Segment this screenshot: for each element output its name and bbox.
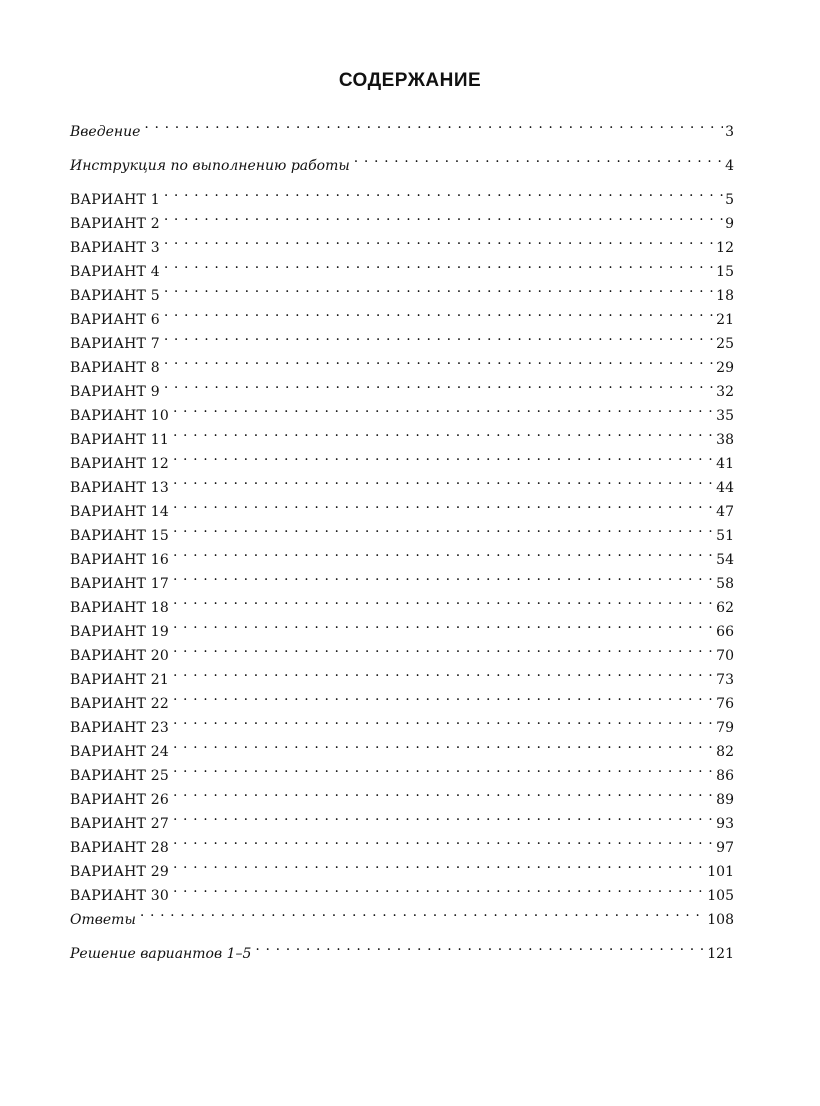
toc-entry-page: 58 <box>716 576 734 592</box>
toc-entry-variant[interactable] <box>70 468 734 496</box>
toc-entry-variant[interactable] <box>70 204 734 232</box>
dot-leader <box>255 934 705 958</box>
toc-entry-label: ВАРИАНТ 8 <box>70 360 160 376</box>
toc-entry-page: 54 <box>716 552 734 568</box>
dot-leader <box>173 420 714 444</box>
toc-entry-page: 21 <box>716 312 734 328</box>
toc-entry-variant[interactable] <box>70 324 734 352</box>
dot-leader <box>173 612 714 636</box>
toc-entry-variant[interactable] <box>70 348 734 376</box>
toc-entry-page: 41 <box>716 456 734 472</box>
toc-entry-page: 66 <box>716 624 734 640</box>
toc-entry-variant[interactable] <box>70 228 734 256</box>
toc-entry-label: ВАРИАНТ 14 <box>70 504 169 520</box>
toc-entry-page: 35 <box>716 408 734 424</box>
dot-leader <box>173 444 714 468</box>
toc-entry-label: ВАРИАНТ 15 <box>70 528 169 544</box>
dot-leader <box>140 900 705 924</box>
toc-entry-label: ВАРИАНТ 18 <box>70 600 169 616</box>
toc-entry-page: 76 <box>716 696 734 712</box>
dot-leader <box>173 828 714 852</box>
toc-entry-variant[interactable] <box>70 420 734 448</box>
toc-entry-variant[interactable] <box>70 492 734 520</box>
page-title: СОДЕРЖАНИЕ <box>338 70 482 91</box>
toc-entry-variant[interactable] <box>70 444 734 472</box>
toc-entry-variant[interactable] <box>70 636 734 664</box>
dot-leader <box>164 348 714 372</box>
toc-entry-label: ВАРИАНТ 12 <box>70 456 169 472</box>
toc-entry-label: ВАРИАНТ 26 <box>70 792 169 808</box>
toc-entry-label: ВАРИАНТ 2 <box>70 216 160 232</box>
dot-leader <box>173 804 714 828</box>
dot-leader <box>173 468 714 492</box>
toc-entry-page: 86 <box>716 768 734 784</box>
toc-entry-variant[interactable] <box>70 516 734 544</box>
toc-entry-label: ВАРИАНТ 5 <box>70 288 160 304</box>
toc-entry-label: ВАРИАНТ 17 <box>70 576 169 592</box>
toc-entry-variant[interactable] <box>70 588 734 616</box>
toc-entry-variant[interactable] <box>70 372 734 400</box>
toc-entry-variant[interactable] <box>70 396 734 424</box>
toc-entry-label: ВАРИАНТ 10 <box>70 408 169 424</box>
toc-entry-page: 89 <box>716 792 734 808</box>
dot-leader <box>173 708 714 732</box>
toc-entry-variant[interactable] <box>70 180 734 208</box>
toc-entry-page: 70 <box>716 648 734 664</box>
dot-leader <box>173 732 714 756</box>
toc-entry-variant[interactable] <box>70 684 734 712</box>
table-of-contents <box>70 112 734 962</box>
dot-leader <box>173 588 714 612</box>
toc-entry-label: ВАРИАНТ 16 <box>70 552 169 568</box>
dot-leader <box>173 492 714 516</box>
toc-entry-label: ВАРИАНТ 21 <box>70 672 169 688</box>
toc-entry-answers[interactable] <box>70 900 734 928</box>
toc-entry-page: 51 <box>716 528 734 544</box>
dot-leader <box>173 780 714 804</box>
toc-entry-label: ВАРИАНТ 6 <box>70 312 160 328</box>
toc-entry-page: 9 <box>725 216 734 232</box>
toc-entry-label: ВАРИАНТ 1 <box>70 192 160 208</box>
toc-entry-variant[interactable] <box>70 564 734 592</box>
toc-entry-label: ВАРИАНТ 28 <box>70 840 169 856</box>
toc-entry-label: ВАРИАНТ 20 <box>70 648 169 664</box>
toc-entry-variant[interactable] <box>70 732 734 760</box>
toc-entry-label: ВАРИАНТ 9 <box>70 384 160 400</box>
toc-entry-page: 108 <box>707 912 734 928</box>
dot-leader <box>164 300 714 324</box>
dot-leader <box>354 146 723 170</box>
dot-leader <box>164 204 723 228</box>
toc-entry-label: ВАРИАНТ 24 <box>70 744 169 760</box>
toc-entry-label: ВАРИАНТ 7 <box>70 336 160 352</box>
toc-entry-variant[interactable] <box>70 612 734 640</box>
toc-entry-variant[interactable] <box>70 852 734 880</box>
toc-entry-label: ВАРИАНТ 30 <box>70 888 169 904</box>
toc-entry-label: ВАРИАНТ 13 <box>70 480 169 496</box>
toc-entry-label: Введение <box>70 124 141 140</box>
toc-entry-variant[interactable] <box>70 876 734 904</box>
toc-entry-introduction[interactable] <box>70 112 734 140</box>
dot-leader <box>173 540 714 564</box>
toc-entry-page: 79 <box>716 720 734 736</box>
toc-entry-variant[interactable] <box>70 276 734 304</box>
toc-entry-label: ВАРИАНТ 11 <box>70 432 169 448</box>
toc-entry-variant[interactable] <box>70 540 734 568</box>
toc-entry-page: 97 <box>716 840 734 856</box>
toc-entry-page: 3 <box>725 124 734 140</box>
toc-entry-page: 29 <box>716 360 734 376</box>
dot-leader <box>173 684 714 708</box>
toc-entry-variant[interactable] <box>70 660 734 688</box>
toc-entry-variant[interactable] <box>70 780 734 808</box>
variant-list <box>70 180 734 904</box>
toc-entry-label: ВАРИАНТ 23 <box>70 720 169 736</box>
toc-entry-label: Решение вариантов 1–5 <box>70 946 252 962</box>
dot-leader <box>173 660 714 684</box>
dot-leader <box>164 324 714 348</box>
toc-entry-variant[interactable] <box>70 708 734 736</box>
toc-entry-page: 44 <box>716 480 734 496</box>
toc-entry-variant[interactable] <box>70 756 734 784</box>
toc-entry-label: ВАРИАНТ 3 <box>70 240 160 256</box>
dot-leader <box>164 276 714 300</box>
toc-entry-page: 32 <box>716 384 734 400</box>
toc-entry-page: 47 <box>716 504 734 520</box>
dot-leader <box>173 876 705 900</box>
toc-entry-label: ВАРИАНТ 19 <box>70 624 169 640</box>
dot-leader <box>164 228 714 252</box>
dot-leader <box>173 756 714 780</box>
dot-leader <box>173 636 714 660</box>
toc-entry-page: 62 <box>716 600 734 616</box>
toc-entry-page: 101 <box>707 864 734 880</box>
toc-entry-page: 25 <box>716 336 734 352</box>
toc-entry-page: 121 <box>707 946 734 962</box>
toc-entry-page: 15 <box>716 264 734 280</box>
toc-entry-variant[interactable] <box>70 300 734 328</box>
toc-entry-variant[interactable] <box>70 804 734 832</box>
toc-entry-instructions[interactable] <box>70 146 734 174</box>
toc-entry-variant[interactable] <box>70 252 734 280</box>
dot-leader <box>173 564 714 588</box>
dot-leader <box>173 516 714 540</box>
toc-entry-page: 12 <box>716 240 734 256</box>
dot-leader <box>144 112 723 136</box>
toc-entry-solutions[interactable] <box>70 934 734 962</box>
toc-entry-page: 4 <box>725 158 734 174</box>
toc-entry-label: ВАРИАНТ 25 <box>70 768 169 784</box>
toc-entry-label: ВАРИАНТ 29 <box>70 864 169 880</box>
dot-leader <box>164 252 714 276</box>
toc-entry-label: Ответы <box>70 912 136 928</box>
dot-leader <box>164 372 714 396</box>
toc-entry-page: 38 <box>716 432 734 448</box>
toc-entry-page: 93 <box>716 816 734 832</box>
toc-entry-page: 82 <box>716 744 734 760</box>
dot-leader <box>173 396 714 420</box>
dot-leader <box>164 180 723 204</box>
toc-entry-page: 73 <box>716 672 734 688</box>
toc-entry-page: 5 <box>725 192 734 208</box>
toc-entry-page: 18 <box>716 288 734 304</box>
toc-entry-label: ВАРИАНТ 4 <box>70 264 160 280</box>
toc-entry-variant[interactable] <box>70 828 734 856</box>
toc-entry-label: ВАРИАНТ 27 <box>70 816 169 832</box>
dot-leader <box>173 852 705 876</box>
toc-entry-label: ВАРИАНТ 22 <box>70 696 169 712</box>
toc-entry-page: 105 <box>707 888 734 904</box>
toc-entry-label: Инструкция по выполнению работы <box>70 158 350 174</box>
